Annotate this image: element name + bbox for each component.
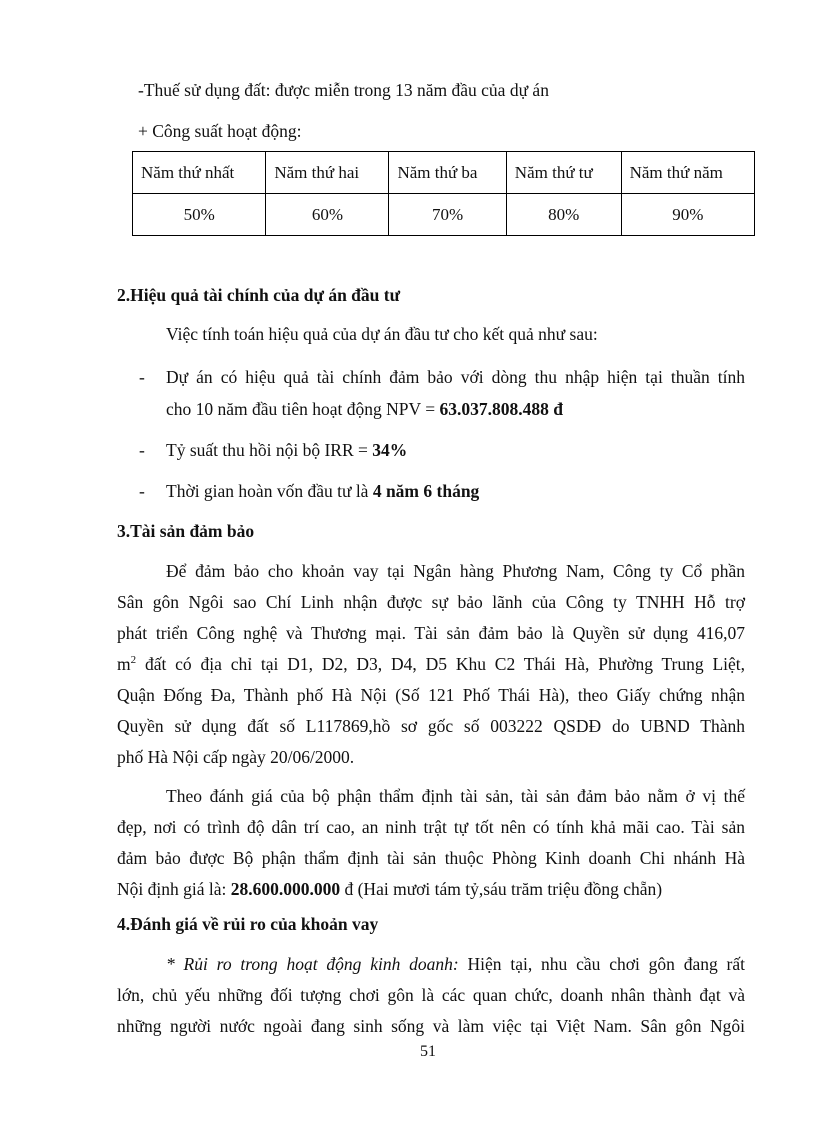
bullet-dash: - xyxy=(139,440,145,460)
valuation-paragraph-line: đảm bảo được Bộ phận thẩm định tài sản thuộc Phòng Kinh doanh Chi nhánh Hà xyxy=(117,848,745,868)
bullet-dash: - xyxy=(139,481,145,501)
section-4-heading: 4.Đánh giá về rủi ro của khoản vay xyxy=(117,914,379,934)
collateral-paragraph-line: Quyền sử dụng đất số L117869,hồ sơ gốc số 003222 QSDĐ do UBND Thành xyxy=(117,716,745,736)
irr-value: 34% xyxy=(372,440,408,460)
collateral-paragraph-line xyxy=(117,654,745,675)
table-row xyxy=(133,194,755,236)
valuation-paragraph-line xyxy=(117,879,662,900)
collateral-paragraph-line: Sân gôn Ngôi sao Chí Linh nhận được sự bảo lãnh của Công ty TNHH Hỗ trợ xyxy=(117,592,745,612)
table-header-cell: Năm thứ nhất xyxy=(133,152,266,194)
page-number: 51 xyxy=(420,1043,436,1060)
valuation-words: đ (Hai mươi tám tỷ,sáu trăm triệu đồng chẵn) xyxy=(340,879,663,899)
capacity-label: + Công suất hoạt động: xyxy=(138,121,302,141)
risk-text: Hiện tại, nhu cầu chơi gôn đang rất xyxy=(458,954,745,974)
address-text: đất có địa chỉ tại D1, D2, D3, D4, D5 Khu C2 Thái Hà, Phường Trung Liệt, xyxy=(136,654,745,674)
table-header-cell: Năm thứ ba xyxy=(389,152,506,194)
table-header-row xyxy=(133,152,755,194)
area-unit: m xyxy=(117,654,131,674)
risk-paragraph-line xyxy=(166,954,745,975)
section-2-intro: Việc tính toán hiệu quả của dự án đầu tư cho kết quả như sau: xyxy=(166,324,598,344)
table-cell: 50% xyxy=(133,194,266,236)
valuation-paragraph-line: Theo đánh giá của bộ phận thẩm định tài sản, tài sản đảm bảo nằm ở vị thế xyxy=(166,786,745,806)
irr-prefix: Tỷ suất thu hồi nội bộ IRR = xyxy=(166,440,373,460)
table-header-cell: Năm thứ hai xyxy=(266,152,389,194)
table-header-cell: Năm thứ năm xyxy=(621,152,754,194)
collateral-paragraph-line: phố Hà Nội cấp ngày 20/06/2000. xyxy=(117,747,355,767)
npv-line-2 xyxy=(166,399,563,420)
valuation-amount: 28.600.000.000 xyxy=(230,879,341,899)
area-unit-superscript: 2 xyxy=(130,654,137,667)
table-header-cell: Năm thứ tư xyxy=(506,152,621,194)
collateral-paragraph-line: Quận Đống Đa, Thành phố Hà Nội (Số 121 Phố Thái Hà), theo Giấy chứng nhận xyxy=(117,685,745,705)
npv-value: 63.037.808.488 đ xyxy=(439,399,563,419)
table-cell: 90% xyxy=(621,194,754,236)
table-cell: 60% xyxy=(266,194,389,236)
collateral-paragraph-line: Để đảm bảo cho khoản vay tại Ngân hàng Phương Nam, Công ty Cổ phần xyxy=(166,561,745,581)
table-cell: 80% xyxy=(506,194,621,236)
risk-label: * Rủi ro trong hoạt động kinh doanh: xyxy=(166,954,459,974)
payback-line xyxy=(166,481,479,502)
npv-line-1: Dự án có hiệu quả tài chính đảm bảo với dòng thu nhập hiện tại thuần tính xyxy=(166,367,745,387)
npv-prefix: cho 10 năm đầu tiên hoạt động NPV = xyxy=(166,399,440,419)
valuation-paragraph-line: đẹp, nơi có trình độ dân trí cao, an ninh trật tự tốt nên có tính khả mãi cao. Tài sản xyxy=(117,817,745,837)
tax-exemption-line: -Thuế sử dụng đất: được miễn trong 13 năm đầu của dự án xyxy=(138,80,549,100)
bullet-dash: - xyxy=(139,367,145,387)
section-3-heading: 3.Tài sản đảm bảo xyxy=(117,521,255,541)
irr-line xyxy=(166,440,407,461)
payback-value: 4 năm 6 tháng xyxy=(372,481,480,501)
collateral-paragraph-line: phát triển Công nghệ và Thương mại. Tài sản đảm bảo là Quyền sử dụng 416,07 xyxy=(117,623,745,643)
section-2-heading: 2.Hiệu quả tài chính của dự án đầu tư xyxy=(117,285,401,305)
risk-paragraph-line: những người nước ngoài đang sinh sống và làm việc tại Việt Nam. Sân gôn Ngôi xyxy=(117,1016,745,1036)
payback-prefix: Thời gian hoàn vốn đầu tư là xyxy=(166,481,373,501)
capacity-table xyxy=(132,151,755,236)
table-cell: 70% xyxy=(389,194,506,236)
valuation-prefix: Nội định giá là: xyxy=(117,879,231,899)
risk-paragraph-line: lớn, chủ yếu những đối tượng chơi gôn là các quan chức, doanh nhân thành đạt và xyxy=(117,985,745,1005)
